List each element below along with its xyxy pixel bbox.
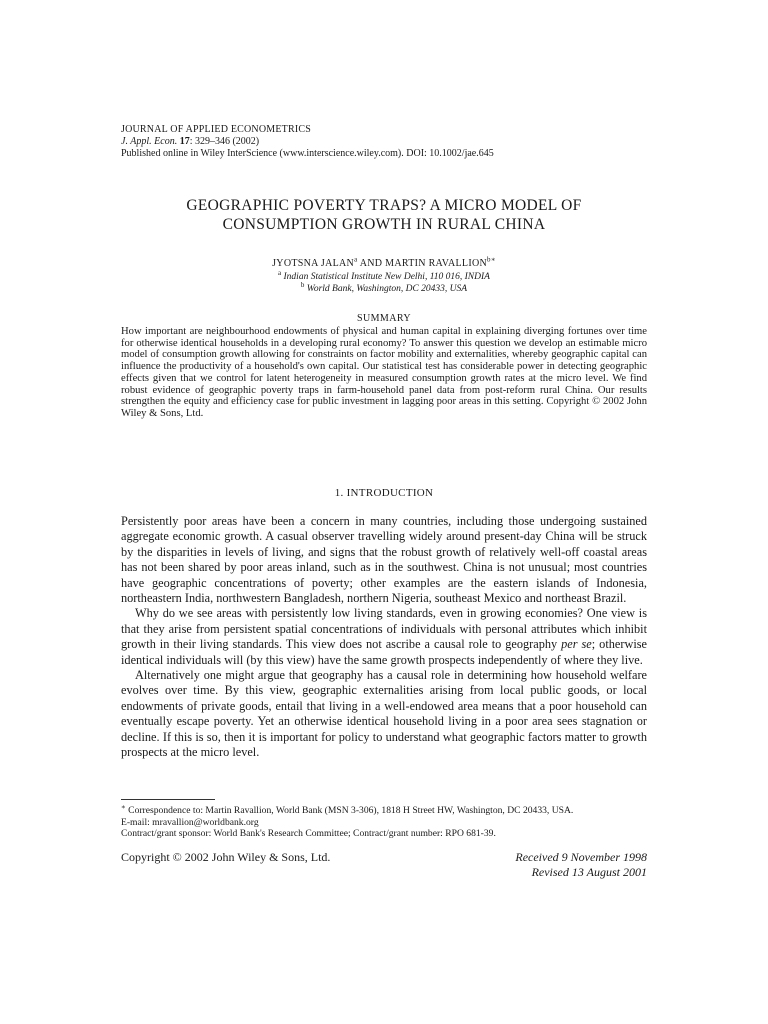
journal-name: JOURNAL OF APPLIED ECONOMETRICS (121, 124, 312, 135)
footnote-rule (121, 799, 215, 800)
author-ravallion: MARTIN RAVALLION (385, 258, 488, 269)
received-dates (515, 850, 647, 880)
introduction-body (121, 514, 647, 761)
author-jalan: JYOTSNA JALAN (272, 258, 355, 269)
journal-citation: J. Appl. Econ. 17: 329–346 (2002) (121, 136, 260, 147)
received-date: Received 9 November 1998 (515, 850, 647, 864)
revised-date: Revised 13 August 2001 (531, 865, 647, 879)
affiliations (121, 268, 647, 295)
published-online: Published online in Wiley InterScience (www.interscience.wiley.com). DOI: 10.1002/jae.645 (121, 148, 494, 159)
intro-paragraph-1: Persistently poor areas have been a concern in many countries, including those undergoing sustained aggregate economic growth. A casual observer travelling widely around present-day China will be struck by the disparities in levels of living, and signs that the robust growth of relatively well-off coastal areas has not been shared by poor areas inland, such as in the southwest. China is not unusual; most countries have geographic concentrations of poverty; other examples are the eastern islands of Indonesia, northeastern India, northwestern Bangladesh, northern Nigeria, southeast Mexico and northeast Brazil. (121, 514, 647, 606)
summary-heading: SUMMARY (357, 313, 411, 324)
grant-note: Contract/grant sponsor: World Bank's Research Committee; Contract/grant number: RPO 681-39. (121, 828, 496, 840)
affiliation-b: $^b$ World Bank, Washington, DC 20433, USA (300, 280, 468, 294)
intro-paragraph-2: Why do we see areas with persistently low living standards, even in growing economies? One view is that they arise from persistent spatial concentrations of individuals with personal attributes which inhibit growth in their living standards. This view does not ascribe a causal role to geography per se; otherwise identical individuals will (by this view) have the same growth prospects independently of where they live. (121, 606, 647, 667)
footnote (121, 802, 647, 840)
journal-header (121, 124, 647, 160)
affiliation-a: $^a$ Indian Statistical Institute New Delhi, 110 016, INDIA (278, 268, 490, 282)
paper-title: GEOGRAPHIC POVERTY TRAPS? A MICRO MODEL OF CONSUMPTION GROWTH IN RURAL CHINA (186, 197, 582, 233)
correspondence-note: ∗ Correspondence to: Martin Ravallion, World Bank (MSN 3-306), 1818 H Street HW, Washington, DC 20433, USA. (121, 802, 574, 816)
intro-paragraph-3: Alternatively one might argue that geography has a causal role in determining how household welfare evolves over time. By this view, geographic externalities arising from local public goods, or local endowments of private goods, entail that living in a well-endowed area means that a poor household can eventually escape poverty. Yet an otherwise identical household living in a poor area sees stagnation or decline. If this is so, then it is important for policy to understand what geographic factors matter to growth prospects at the micro level. (121, 668, 647, 760)
author-list: JYOTSNA JALAN$^a$ AND MARTIN $RAVALLION^{b∗}$ (272, 255, 496, 269)
section-heading-introduction: 1. INTRODUCTION (334, 487, 434, 499)
copyright-notice: Copyright © 2002 John Wiley & Sons, Ltd. (121, 850, 331, 864)
summary-text: How important are neighbourhood endowments of physical and human capital in explaining diverging fortunes over time for otherwise identical households in a developing rural economy? To answer this question we develop an estimable micro model of consumption growth allowing for constraints on factor mobility and externalities, whereby geographic capital can influence the productivity of a household's own capital. Our statistical test has considerable power in detecting geographic effects given that we control for latent heterogeneity in measured consumption growth rates at the micro level. We find robust evidence of geographic poverty traps in farm-household panel data from post-reform rural China. Our results strengthen the equity and efficiency case for public investment in lagging poor areas in this setting. Copyright © 2002 John Wiley & Sons, Ltd. (121, 326, 647, 419)
email-note: E-mail: mravallion@worldbank.org (121, 816, 259, 828)
